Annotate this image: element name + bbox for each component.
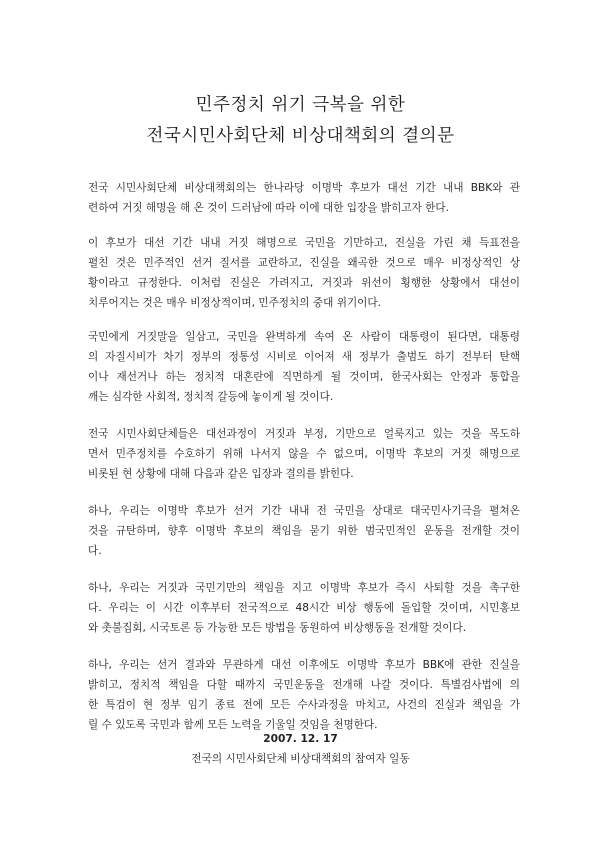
title-line-1: 민주정치 위기 극복을 위한	[195, 95, 406, 115]
paragraph	[88, 233, 520, 313]
text-line: 한 특검이 현 정부 임기 종료 전에 모든 수사과정을 마치고, 사건의 진실과 책임을 가	[88, 699, 520, 711]
text-line: 하나, 우리는 선거 결과와 무관하게 대선 이후에도 이명박 후보가 BBK에 관한 진실을	[88, 659, 520, 671]
text-line: 하나, 우리는 이명박 후보가 선거 기간 내내 전 국민을 상대로 대국민사기극을 펼쳐온	[88, 505, 520, 517]
paragraph	[88, 501, 520, 561]
text-line: 련하여 거짓 해명을 해 온 것이 드러남에 따라 이에 대한 입장을 밝히고자 한다.	[88, 202, 450, 214]
text-line: 깨는 심각한 사회적, 정치적 갈등에 놓이게 될 것이다.	[88, 391, 334, 403]
text-line: 비롯된 현 상황에 대해 다음과 같은 입장과 결의를 밝힌다.	[88, 468, 354, 480]
text-line: 펼친 것은 민주적인 선거 질서를 교란하고, 진실을 왜곡한 것으로 매우 비정상적인 상	[88, 257, 520, 269]
text-line: 하나, 우리는 거짓과 국민기만의 책임을 지고 이명박 후보가 즉시 사퇴할 것을 촉구한	[88, 582, 520, 594]
text-line: 이 후보가 대선 기간 내내 거짓 해명으로 국민을 기만하고, 진실을 가린 채 득표전을	[88, 237, 520, 249]
document-signer: 전국의 시민사회단체 비상대책회의 참여자 일동	[191, 753, 410, 765]
text-line: 국민에게 거짓말을 일삼고, 국민을 완벽하게 속여 온 사람이 대통령이 된다면, 대통령	[88, 331, 520, 343]
paragraph	[88, 578, 520, 638]
text-line: 의 자질시비가 차기 정부의 정통성 시비로 이어져 새 정부가 출범도 하기 전부터 탄핵	[88, 351, 520, 363]
title-line-2: 전국시민사회단체 비상대책회의 결의문	[146, 126, 455, 146]
paragraph	[88, 655, 520, 735]
text-line: 밝히고, 정치적 책임을 다할 때까지 국민운동을 전개해 나갈 것이다. 특별검사법에 의	[88, 679, 520, 691]
document-body	[88, 178, 520, 752]
text-line: 것을 규탄하며, 향후 이명박 후보의 책임을 묻기 위한 범국민적인 운동을 전개할 것이	[88, 525, 520, 537]
paragraph	[88, 424, 520, 484]
text-line: 전국 시민사회단체들은 대선과정이 거짓과 부정, 기만으로 얼룩지고 있는 것을 목도하	[88, 428, 520, 440]
text-line: 면서 민주정치를 수호하기 위해 나서지 않을 수 없으며, 이명박 후보의 거짓 해명으로	[88, 448, 520, 460]
text-line: 치루어지는 것은 매우 비정상적이며, 민주정치의 중대 위기이다.	[88, 297, 382, 309]
text-line: 릴 수 있도록 국민과 함께 모든 노력을 기울일 것임을 천명한다.	[88, 719, 378, 731]
text-line: 전국 시민사회단체 비상대책회의는 한나라당 이명박 후보가 대선 기간 내내 BBK와 관	[88, 182, 520, 194]
document-date: 2007. 12. 17	[263, 733, 338, 745]
paragraph	[88, 178, 520, 218]
text-line: 이나 재선거나 하는 정치적 대혼란에 직면하게 될 것이며, 한국사회는 안정과 통합을	[88, 371, 520, 383]
text-line: 다.	[88, 545, 102, 557]
text-line: 와 촛불집회, 시국토론 등 가능한 모든 방법을 동원하여 비상행동을 전개할 것이다.	[88, 622, 467, 634]
text-line: 황이라고 규정한다. 이처럼 진실은 가려지고, 거짓과 위선이 횡행한 상황에서 대선이	[88, 277, 520, 289]
text-line: 다. 우리는 이 시간 이후부터 전국적으로 48시간 비상 행동에 돌입할 것이며, 시민홍보	[88, 602, 520, 614]
paragraph	[88, 327, 520, 407]
